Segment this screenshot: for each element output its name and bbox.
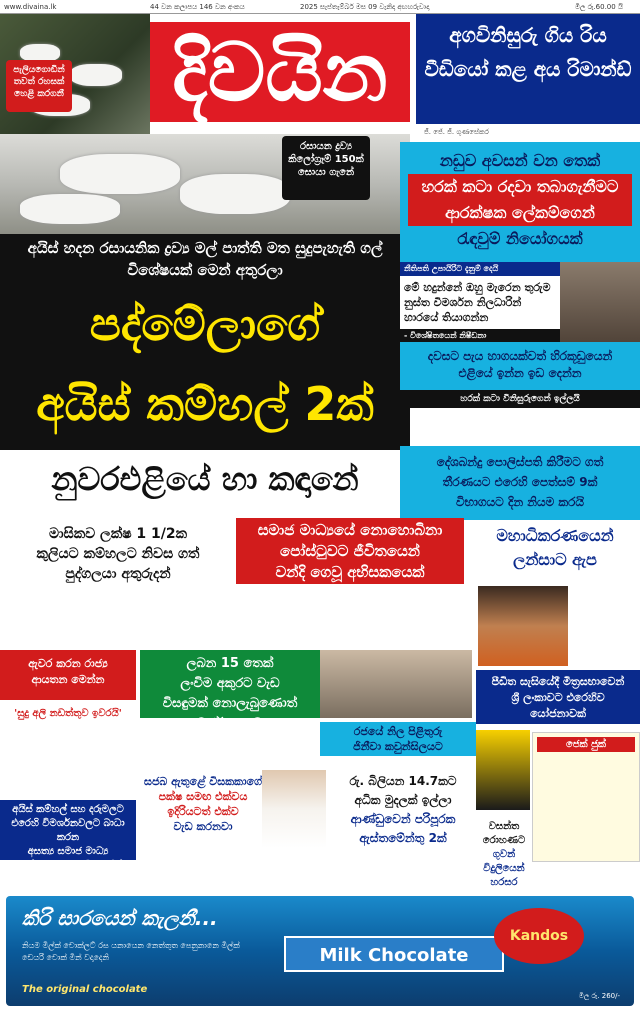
blue-headline-box: අගවිනිසුරු ගිය රිය වීඩියෝ කළ අය රිමාන්ඩ් bbox=[416, 14, 640, 124]
vas-line3: ගුවන් bbox=[492, 849, 516, 860]
vas-line1: වසන්ත bbox=[488, 821, 520, 832]
court-line2: ලන්සාට ඇප bbox=[513, 550, 597, 569]
cartoon-panel bbox=[532, 732, 640, 862]
green-line2: ලංවිම අකුරට වැඩ bbox=[180, 676, 280, 691]
cyan-headline-box bbox=[400, 142, 640, 262]
main-headline-line2: අයිස් කම්හල් 2ක් bbox=[36, 377, 374, 431]
ad-milk-chocolate-label: Milk Chocolate bbox=[284, 936, 504, 972]
yt-headline bbox=[138, 770, 268, 846]
red-card bbox=[0, 650, 136, 702]
top-info-bar bbox=[0, 0, 640, 14]
law-story-footer: - විශේෂිතයෙන් නිෂීඩනා bbox=[400, 329, 560, 343]
cyan-small-box bbox=[400, 342, 640, 390]
blue2-line3: අසත්‍ය සමාජ මාධ්‍ය bbox=[27, 846, 109, 857]
rs-line2: අධික මුදලක් ඉල්ලා bbox=[354, 793, 452, 807]
website-url[interactable]: www.divaina.lk bbox=[4, 3, 57, 11]
rs-line3: ආණ්ඩුවෙන් පරිපූරක bbox=[350, 812, 456, 826]
yt-line4: වැඩ කරනවා bbox=[173, 820, 233, 833]
cyan-small-line1: දවසට පැය හාගයක්වත් හිරකූඩුයෙන් bbox=[427, 349, 613, 363]
singer-photo bbox=[476, 730, 530, 810]
blue-right-line3: යෝජනාවක් bbox=[530, 707, 586, 720]
ad-footer: The original chocolate bbox=[22, 984, 148, 995]
cyan-small-line2: එළියේ ඉන්න ඉඩ දෙන්න bbox=[458, 366, 582, 380]
cyan-nila-box bbox=[320, 722, 476, 756]
cyan-line1: නඩුව අවසන් වන තෙක් bbox=[439, 151, 601, 170]
blue2-line1: අයිස් කම්හල් සහ දරුමලට bbox=[12, 804, 124, 815]
arrest-photo bbox=[560, 262, 640, 352]
cyan-nila-line1: රජයේ නිල පිළිතුරු bbox=[353, 725, 443, 738]
rs-headline bbox=[330, 770, 476, 850]
black-callout: රසායන ද්‍රව්‍ය කිලෝග්‍රෑම් 150ක් සොයා ගැනේ bbox=[282, 136, 370, 200]
left-head-line2: කුලියට කම්හලට නිවස ගත් bbox=[36, 546, 200, 562]
blue-right-box bbox=[476, 670, 640, 724]
cyan-nila-line2: ජිනීවා කවුන්සිලයට bbox=[353, 740, 443, 753]
main-headline-line1: පද්මේලාගේ bbox=[89, 297, 321, 351]
chocolate-advertisement[interactable] bbox=[6, 896, 634, 1006]
red-long-headline bbox=[236, 518, 464, 584]
blue-right-line1: පීඩිත සැසියේදී මිත්‍රසභාවෙන් bbox=[491, 675, 625, 688]
blue-right-line2: ශ්‍රී ලංකාවට එරෙහිව bbox=[511, 691, 605, 704]
yt-line3: ඉදිරියටත් එක්ව bbox=[167, 805, 239, 818]
issue-number: 44 වන කලාපය 146 වන අංකය bbox=[150, 3, 245, 11]
ad-brand-logo: Kandos bbox=[494, 908, 584, 964]
cyan3-line3: විභාගයට දින නියම කරයි bbox=[455, 495, 585, 509]
priest-photo bbox=[262, 770, 326, 848]
court-headline bbox=[470, 518, 640, 584]
rs-line4: ඇස්තමේන්තු 2ක් bbox=[359, 831, 447, 845]
yt-line1: සජබ ඇතුළේ විසකකාගේ bbox=[144, 775, 262, 788]
byline: ජී. ජේ. ජී. ගුණසේකර bbox=[424, 128, 489, 136]
blue2-line4: පුවත් ගැන පොලිසිය තදින් bbox=[12, 860, 124, 871]
cyan-line3: ආරක්ෂක ලේකම්ගෙන් bbox=[408, 200, 632, 226]
cyan-line4: රැඳවුම් නියෝගයක් bbox=[457, 229, 583, 248]
red-card-line1: ඇවර කරන රාජ්‍ය bbox=[28, 657, 108, 670]
black-strip: හරක් කටා විනිසුරුගෙන් ඉල්ලයි bbox=[400, 390, 640, 408]
law-story-header: නීතිපති උපායිරිට දැනුම් දෙයි bbox=[400, 262, 560, 276]
green-line4: වර්ජනයකට bbox=[197, 716, 263, 731]
vasantha-headline bbox=[476, 820, 532, 888]
cyan-third-box bbox=[400, 446, 640, 520]
cartoon-title: ජෙක් ජුක් bbox=[537, 737, 635, 752]
newspaper-title: දිවයින bbox=[150, 22, 410, 122]
vas-line5: හරසර bbox=[490, 877, 518, 888]
green-line1: ලබන 15 තෙක් bbox=[186, 656, 274, 671]
left-head-line3: පුද්ගලයා අතුරුදන් bbox=[65, 566, 171, 582]
left-head-line1: මාසිකව ලක්ෂ 1 1/2ක bbox=[48, 526, 188, 542]
ad-body: නියම මිල්ක් චොක්ලට් රස යනායෙන නෙත්තුත පෙනුනානෙ මිල්ක් ඩෙයරි චොක් මින් වදාදෙනි bbox=[22, 941, 240, 962]
red-card-line2: ආයතන මෙන්න bbox=[31, 673, 105, 686]
blue2-line2: එරෙහි විමර්ශනවලට බාධා කරන bbox=[11, 818, 125, 843]
blue-box-bottom-left bbox=[0, 800, 136, 871]
left-headline bbox=[0, 520, 236, 586]
court-line1: මහාධිකරණයෙන් bbox=[496, 526, 614, 545]
red-callout: පැලියගොඩින් තවත් රහසක් හෙළි කරගනී bbox=[6, 60, 72, 112]
main-headline bbox=[0, 284, 410, 450]
green-headline-box bbox=[140, 650, 320, 731]
cyan3-line2: තීරණයට එරෙහි පෙත්සම් 9ක් bbox=[442, 475, 598, 489]
politician-photo bbox=[478, 586, 568, 666]
price-label: මිල රු.60.00 යි bbox=[575, 3, 623, 11]
meeting-photo bbox=[320, 650, 472, 718]
red-long-line2: පෝස්ටුවට ජීවිතයෙන් bbox=[280, 542, 420, 560]
yt-line2: පක්ෂ සමඟ එක්වය bbox=[158, 790, 248, 803]
date-line: 2025 සැප්තැම්බර් මස 09 වැනිදා අඟහරුවාදා bbox=[300, 3, 430, 11]
red-long-line3: වන්දි ගෙවූ අභිසකයෙක් bbox=[275, 563, 425, 581]
ad-slogan: කිරි සාරයෙන් කැලනී... bbox=[22, 906, 218, 930]
cyan3-line1: දේශබන්දු පොලිස්පති කිරීමට ගත් bbox=[436, 455, 604, 469]
cyan-line2: හරක් කටා රදවා තබාගැනීමට bbox=[408, 174, 632, 200]
pink-quote: 'සුදු අලි නඩත්තුව ඉවරයි' bbox=[0, 700, 136, 728]
red-long-line1: සමාජ මාධ්‍යයේ නොහොබිනා bbox=[257, 521, 443, 539]
law-story-body: මේ හදුන්නේ ඔහු මැරෙන තුරුම නුස්ත විමර්ශන නිලධාරින් හාරයේ තියාගන්න bbox=[404, 281, 551, 324]
vas-line2: රොහණට bbox=[482, 835, 526, 846]
main-subheadline: අයිස් හදන රසායනික ද්‍රව්‍ය මල් පාත්ති මත සුදුපැහැති ගල් විශේෂයක් මෙන් අතුරලා bbox=[0, 234, 410, 284]
ad-price: මිල රු. 260/- bbox=[578, 992, 620, 1000]
rs-line1: රු. බිලියන 14.7කට bbox=[349, 774, 457, 788]
vas-line4: විදුලියෙන් bbox=[483, 863, 525, 874]
main-headline-tail: නුවරඑළියේ හා කඳානේ bbox=[0, 450, 410, 508]
green-line3: විසඳුමක් නොලැබුණොත් bbox=[162, 696, 298, 711]
